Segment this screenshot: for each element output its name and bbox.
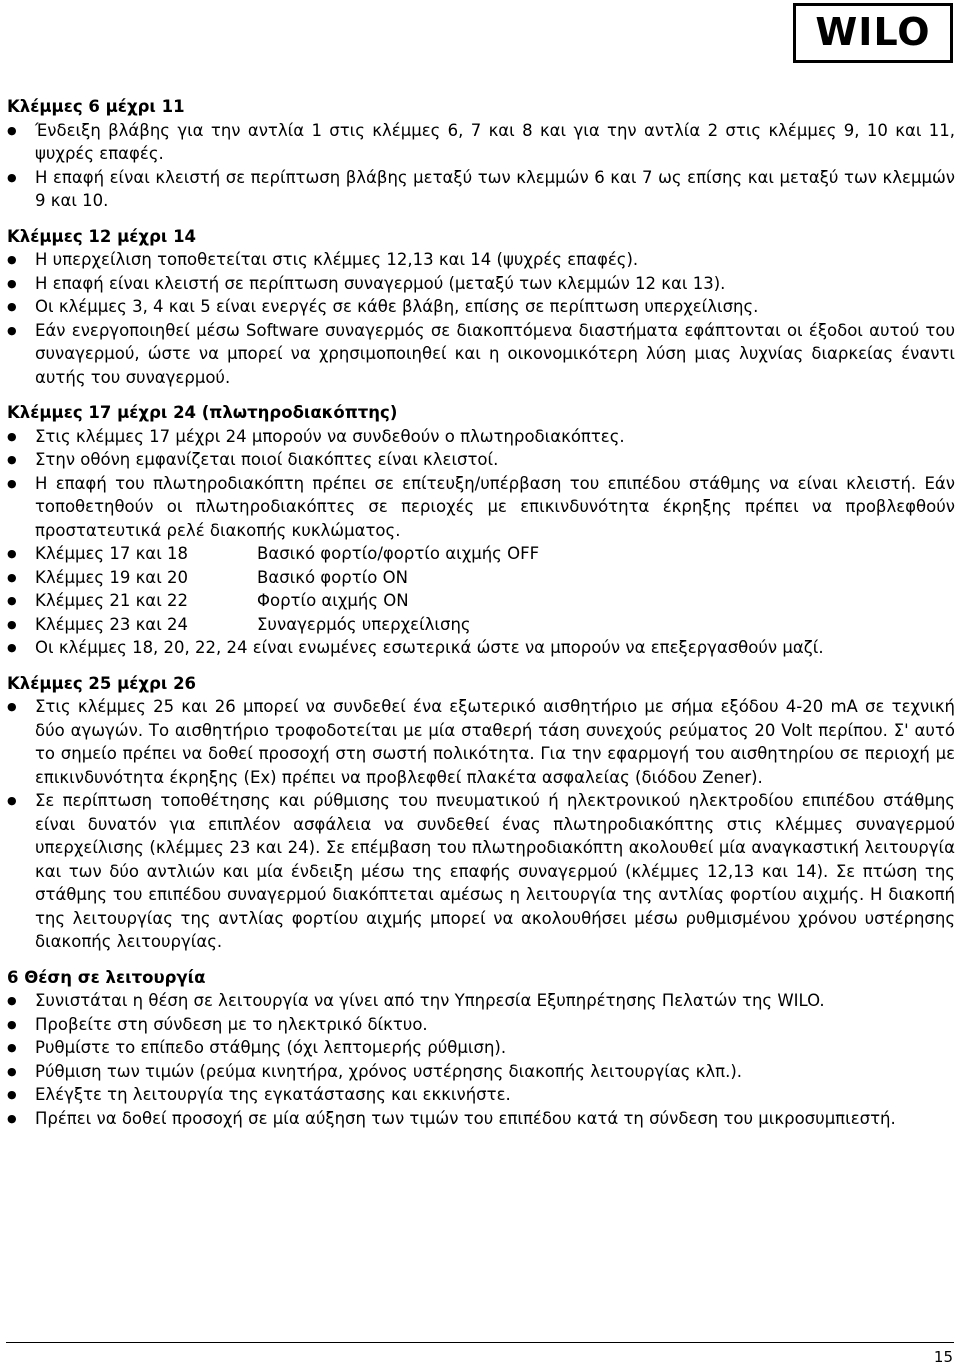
list-item: ● Οι κλέμμες 3, 4 και 5 είναι ενεργές σε κάθε βλάβη, επίσης σε περίπτωση υπερχείλισης. bbox=[7, 295, 955, 319]
section-heading: Κλέμμες 25 μέχρι 26 bbox=[7, 673, 197, 693]
bullet-list bbox=[7, 425, 955, 660]
list-item: ● Η επαφή είναι κλειστή σε περίπτωση βλάβης μεταξύ των κλεμμών 6 και 7 ως επίσης και μεταξύ των κλεμμών 9 και 10. bbox=[7, 166, 955, 213]
terminal-label: Κλέμμες 21 και 22 bbox=[35, 591, 189, 610]
wilo-logo: WILO bbox=[793, 3, 953, 63]
list-item: ● Οι κλέμμες 18, 20, 22, 24 είναι ενωμένες εσωτερικά ώστε να μπορούν να επεξεργασθούν μαζί. bbox=[7, 636, 955, 660]
terminal-row bbox=[7, 566, 955, 590]
bullet-list bbox=[7, 248, 955, 389]
page-number: 15 bbox=[933, 1348, 953, 1366]
terminal-function: Βασικό φορτίο ON bbox=[257, 567, 408, 587]
terminal-function: Βασικό φορτίο/φορτίο αιχμής OFF bbox=[257, 544, 540, 563]
bullet-list bbox=[7, 695, 955, 954]
footer-rule bbox=[6, 1342, 954, 1343]
section-terminals-25-26 bbox=[7, 672, 955, 954]
section-heading: Κλέμμες 6 μέχρι 11 bbox=[7, 97, 185, 116]
list-item: ● Ένδειξη βλάβης για την αντλία 1 στις κλέμμες 6, 7 και 8 και για την αντλία 2 στις κλέμμες 9, 10 και 11, ψυχρές επαφές. bbox=[7, 119, 955, 166]
list-item: ● Ρύθμιση των τιμών (ρεύμα κινητήρα, χρόνος υστέρησης διακοπής λειτουργίας κλπ.). bbox=[7, 1060, 955, 1084]
list-item: ● Στις κλέμμες 25 και 26 μπορεί να συνδεθεί ένα εξωτερικό αισθητήριο με σήμα εξόδου 4-20 mA σε τεχνική δύο αγωγών. Το αισθητήριο τροφοδοτείται με μία σταθερή τάση συνεχούς ρεύματος 20 Volt περίπου. Σ' αυτό το σημείο πρέπει να δοθεί προσοχή στη σωστή πολικότητα. Για την εφαρμογή του αισθητηρίου σε περιοχή με επικινδυνότητα έκρηξης (Ex) πρέπει να προβλεφθεί πλακέτα ασφαλείας (διόδου Zener). bbox=[7, 695, 955, 789]
terminal-row bbox=[7, 613, 955, 637]
list-item: ● Η υπερχείλιση τοποθετείται στις κλέμμες 12,13 και 14 (ψυχρές επαφές). bbox=[7, 248, 955, 272]
list-item: ● Η επαφή του πλωτηροδιακόπτη πρέπει σε επίτευξη/υπέρβαση του επιπέδου στάθμης να είναι κλειστή. Εάν τοποθετηθούν οι πλωτηροδιακόπτες σε περιοχές με επικινδυνότητα έκρηξης πρέπει να προβλεφθούν προστατευτικά ρελέ διακοπής κυκλώματος. bbox=[7, 472, 955, 543]
bullet-list bbox=[7, 119, 955, 213]
section-terminals-12-14 bbox=[7, 225, 955, 390]
section-heading: Κλέμμες 12 μέχρι 14 bbox=[7, 226, 197, 246]
list-item: ● Ρυθμίστε το επίπεδο στάθμης (όχι λεπτομερής ρύθμιση). bbox=[7, 1036, 955, 1060]
bullet-list bbox=[7, 989, 955, 1130]
terminal-function: Φορτίο αιχμής ON bbox=[257, 591, 409, 610]
list-item: ● Συνιστάται η θέση σε λειτουργία να γίνει από την Υπηρεσία Εξυπηρέτησης Πελατών της WILO. bbox=[7, 989, 955, 1013]
section-heading: Κλέμμες 17 μέχρι 24 (πλωτηροδιακόπτης) bbox=[7, 403, 398, 422]
terminal-row bbox=[7, 542, 955, 566]
document-body bbox=[7, 95, 955, 1142]
section-heading: 6 Θέση σε λειτουργία bbox=[7, 967, 206, 987]
list-item: ● Στην οθόνη εμφανίζεται ποιοί διακόπτες είναι κλειστοί. bbox=[7, 448, 955, 472]
section-terminals-6-11 bbox=[7, 95, 955, 213]
section-commissioning bbox=[7, 966, 955, 1131]
section-terminals-17-24 bbox=[7, 401, 955, 660]
terminal-function: Συναγερμός υπερχείλισης bbox=[257, 614, 471, 634]
list-item: ● Η επαφή είναι κλειστή σε περίπτωση συναγερμού (μεταξύ των κλεμμών 12 και 13). bbox=[7, 272, 955, 296]
list-item: ● Πρέπει να δοθεί προσοχή σε μία αύξηση των τιμών του επιπέδου κατά τη σύνδεση του μικροσυμπιεστή. bbox=[7, 1107, 955, 1131]
terminal-label: Κλέμμες 23 και 24 bbox=[35, 614, 189, 634]
terminal-label: Κλέμμες 19 και 20 bbox=[35, 567, 189, 587]
list-item: ● Προβείτε στη σύνδεση με το ηλεκτρικό δίκτυο. bbox=[7, 1013, 955, 1037]
list-item: ● Σε περίπτωση τοποθέτησης και ρύθμισης του πνευματικού ή ηλεκτρονικού ηλεκτροδίου επιπέδου στάθμης είναι δυνατόν για επιπλέον ασφάλεια να συνδεθεί ένας πλωτηροδιακόπτης στις κλέμμες συναγερμού υπερχείλισης (κλέμμες 23 και 24). Σε επέμβαση του πλωτηροδιακόπτη ακολουθεί μία αναγκαστική λειτουργία και των δύο αντλιών και μία ένδειξη μέσω της επαφής συναγερμού (κλέμμες 12,13 και 14). Σε πτώση της στάθμης του επιπέδου συναγερμού διακόπτεται αμέσως η λειτουργία της αντλίας φορτίου αιχμής. Η διακοπή της λειτουργίας της αντλίας φορτίου αιχμής μπορεί να ακολουθήσει μέσω ρυθμισμένου χρόνου υστέρησης διακοπής λειτουργίας. bbox=[7, 789, 955, 954]
terminal-label: Κλέμμες 17 και 18 bbox=[35, 544, 189, 563]
list-item: ● Στις κλέμμες 17 μέχρι 24 μπορούν να συνδεθούν ο πλωτηροδιακόπτες. bbox=[7, 425, 955, 449]
list-item: ● Ελέγξτε τη λειτουργία της εγκατάστασης και εκκινήστε. bbox=[7, 1083, 955, 1107]
terminal-row bbox=[7, 589, 955, 613]
list-item: ● Εάν ενεργοποιηθεί μέσω Software συναγερμός σε διακοπτόμενα διαστήματα εφάπτονται οι έξοδοι αυτού του συναγερμού, ώστε να μπορεί να χρησιμοποιηθεί και η οικονομικότερη λύση μιας λυχνίας διαρκείας έναντι αυτής του συναγερμού. bbox=[7, 319, 955, 390]
